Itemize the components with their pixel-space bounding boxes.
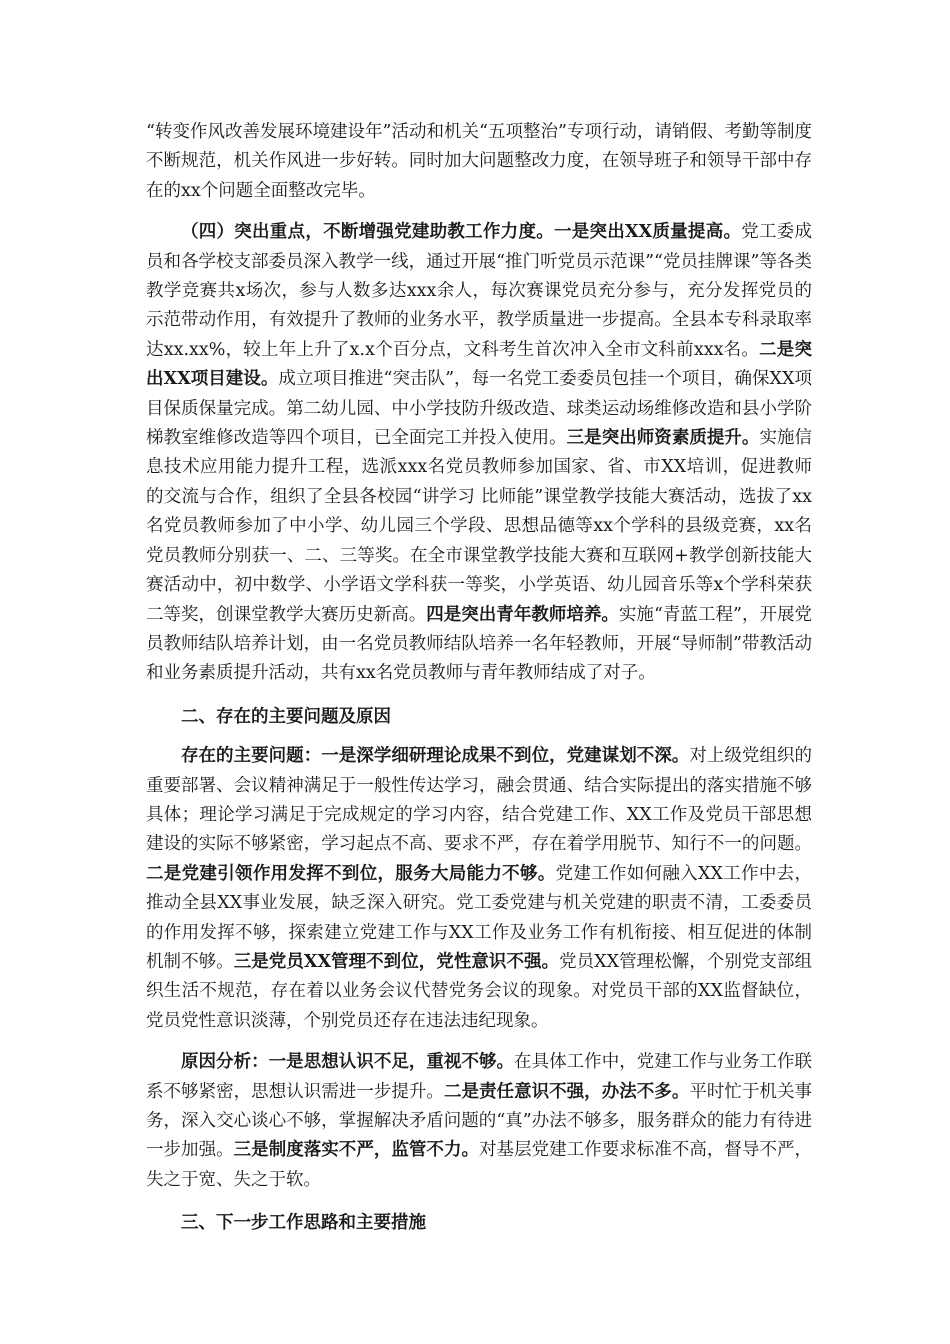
section-heading-next-steps: 三、下一步工作思路和主要措施 [181, 1213, 426, 1234]
text-run: 实施信息技术应用能力提升工程，选派xxx名党员教师参加国家、省、市XX培训，促进教师的交流与合作，组织了全县各校园“讲学习 比师能”课堂教学技能大赛活动，选拔了xx名党员教师参加了中小学、幼儿园三个学段、思想品德等xx个学科的县级竞赛，xx名党员教师分别获一、二、三等奖。在全市课堂教学技能大赛和互联网+教学创新技能大赛活动中，初中数学、小学语文学科获一等奖，小学英语、幼儿园音乐等x个学科荣获二等奖，创课堂教学大赛历史新高。 [146, 428, 813, 625]
text-run: 党工委成员和各学校支部委员深入教学一线，通过开展“推门听党员示范课”“党员挂牌课”等各类教学竞赛共x场次，参与人数多达xxx余人，每次赛课党员充分参与，充分发挥党员的示范带动作用，有效提升了教师的业务水平，教学质量进一步提高。全县本专科录取率达xx.xx%，较上年上升了x.x个百分点，文科考生首次冲入全市文科前xxx名。 [146, 222, 812, 360]
paragraph-cause-analysis [146, 1048, 812, 1195]
bold-text-run: （四）突出重点，不断增强党建助教工作力度。一是突出XX质量提高。 [181, 222, 742, 243]
bold-text-run: 二是党建引领作用发挥不到位，服务大局能力不够。 [146, 863, 556, 884]
bold-text-run: 三是制度落实不严，监管不力。 [233, 1140, 480, 1161]
text-run: “转变作风改善发展环境建设年”活动和机关“五项整治”专项行动，请销假、考勤等制度不断规范，机关作风进一步好转。同时加大问题整改力度，在领导班子和领导干部中存在的xx个问题全面整改完毕。 [146, 122, 812, 201]
text-run: 实施“青蓝工程”，开展党员教师结队培养计划，由一名党员教师结队培养一名年轻教师，开展“导师制”带教活动和业务素质提升活动，共有xx名党员教师与青年教师结成了对子。 [146, 604, 812, 684]
bold-text-run: 二是责任意识不强，办法不多。 [443, 1081, 690, 1102]
text-run: 党员XX管理松懈，个别党支部组织生活不规范，存在着以业务会议代替党务会议的现象。对党员干部的XX监督缺位，党员党性意识淡薄，个别党员还存在违法违纪现象。 [146, 951, 813, 1031]
bold-text-run: 三是党员XX管理不到位，党性意识不强。 [233, 951, 560, 972]
text-run: 成立项目推进“突击队”，每一名党工委委员包挂一个项目，确保XX项目保质保量完成。第二幼儿园、中小学技防升级改造、球类运动场维修改造和县小学阶梯教室维修改造等四个项目，已全面完工并投入使用。 [146, 369, 813, 449]
text-run: 平时忙于机关事务，深入交心谈心不够，掌握解决矛盾问题的“真”办法不够多，服务群众的能力有待进一步加强。 [146, 1081, 813, 1161]
paragraph-education-focus [146, 218, 812, 689]
paragraph-work-style [146, 118, 812, 206]
paragraph-main-problems [146, 742, 812, 1036]
bold-text-run: 四是突出青年教师培养。 [426, 604, 619, 625]
text-run: 对基层党建工作要求标准不高，督导不严，失之于宽、失之于软。 [146, 1140, 813, 1190]
bold-text-run: 二是突出XX项目建设。 [146, 339, 813, 390]
section-heading-problems: 二、存在的主要问题及原因 [181, 706, 391, 727]
text-run: 对上级党组织的重要部署、会议精神满足于一般性传达学习，融会贯通、结合实际提出的落实措施不够具体；理论学习满足于完成规定的学习内容，结合党建工作、XX工作及党员干部思想建设的实际不够紧密，学习起点不高、要求不严，存在着学用脱节、知行不一的问题。 [146, 746, 812, 855]
bold-text-run: 存在的主要问题：一是深学细研理论成果不到位，党建谋划不深。 [181, 746, 690, 767]
text-run: 党建工作如何融入XX工作中去，推动全县XX事业发展，缺乏深入研究。党工委党建与机关党建的职责不清，工委委员的作用发挥不够，探索建立党建工作与XX工作及业务工作有机衔接、相互促进的体制机制不够。 [146, 863, 812, 972]
text-run: 在具体工作中，党建工作与业务工作联系不够紧密，思想认识需进一步提升。 [146, 1052, 813, 1102]
bold-text-run: 原因分析：一是思想认识不足，重视不够。 [181, 1052, 515, 1073]
document-page [146, 118, 812, 1249]
bold-text-run: 三是突出师资素质提升。 [566, 428, 760, 449]
